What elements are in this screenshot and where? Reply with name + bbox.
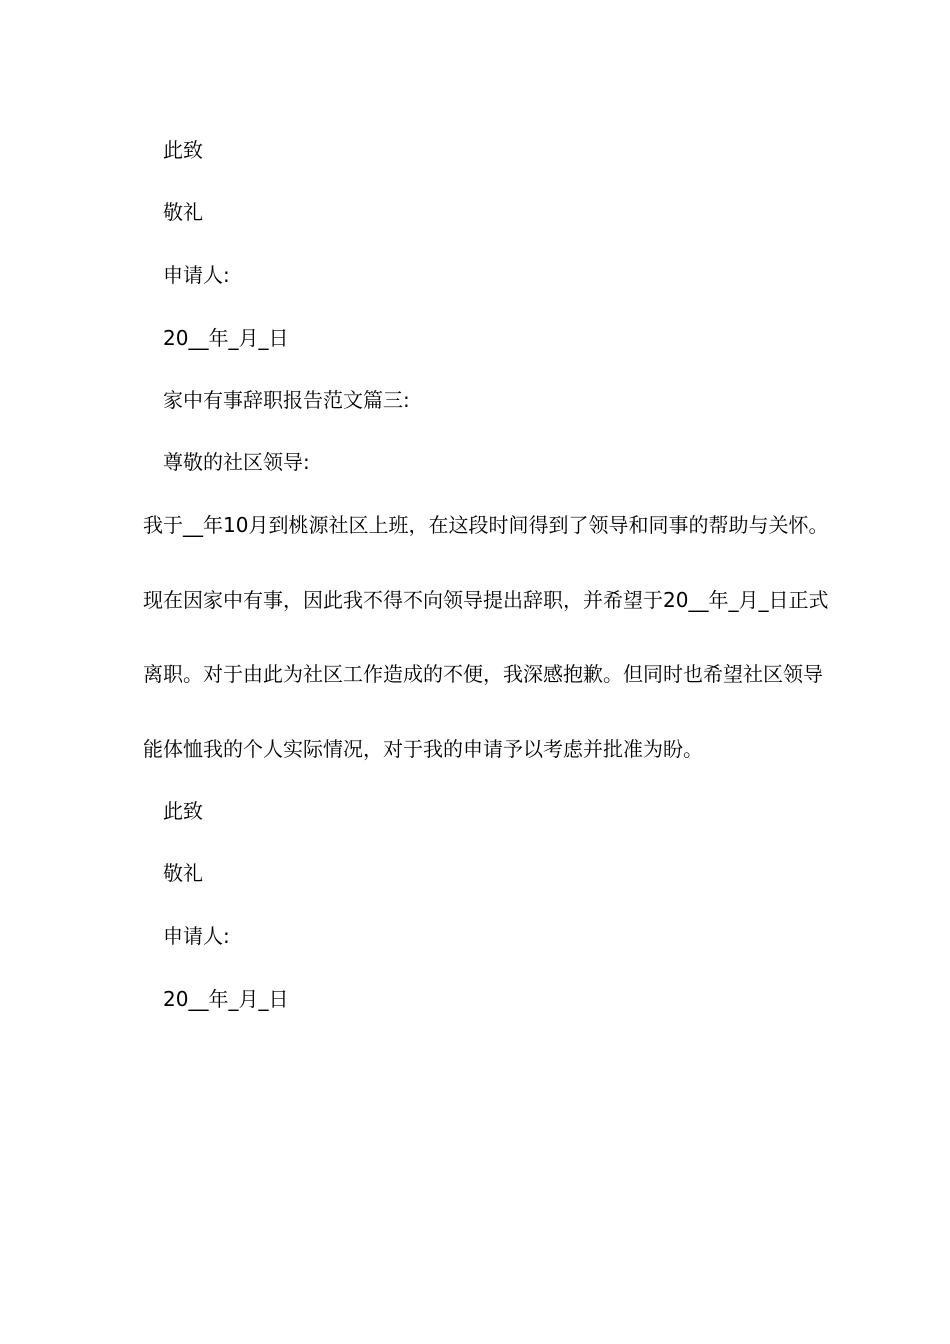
salute-text: 敬礼	[163, 200, 203, 224]
body-paragraph-line: 能体恤我的个人实际情况，对于我的申请予以考虑并批准为盼。	[143, 737, 703, 761]
salute-text: 敬礼	[163, 861, 203, 885]
closing-text: 此致	[163, 799, 203, 823]
date-line: 20__年_月_日	[163, 987, 289, 1011]
body-paragraph-line: 现在因家中有事，因此我不得不向领导提出辞职，并希望于20__年_月_日正式	[143, 588, 829, 612]
greeting-text: 尊敬的社区领导:	[163, 450, 310, 474]
signer-label: 申请人:	[163, 924, 230, 948]
date-line: 20__年_月_日	[163, 326, 289, 350]
body-paragraph-line: 离职。对于由此为社区工作造成的不便，我深感抱歉。但同时也希望社区领导	[143, 662, 823, 686]
signer-label: 申请人:	[163, 263, 230, 287]
body-paragraph-line: 我于__年10月到桃源社区上班，在这段时间得到了领导和同事的帮助与关怀。	[143, 513, 829, 537]
section-heading: 家中有事辞职报告范文篇三:	[163, 388, 410, 412]
closing-text: 此致	[163, 138, 203, 162]
